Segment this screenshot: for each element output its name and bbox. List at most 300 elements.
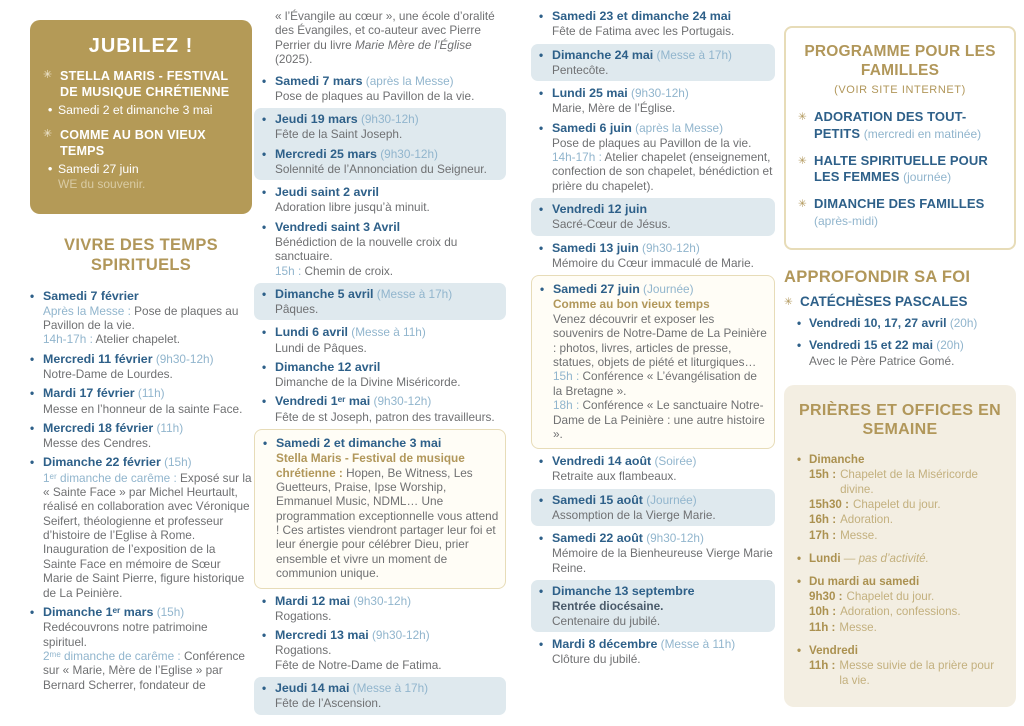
prayers-entry — [797, 604, 1003, 619]
event-date: Mercredi 25 mars — [275, 146, 377, 161]
event-date: Mercredi 13 mai — [275, 628, 369, 643]
event-time: (Messe à 11h) — [351, 325, 426, 340]
text-segment: 15h : — [553, 369, 583, 384]
event-date: Mardi 12 mai — [275, 593, 351, 608]
prayers-entry-text: Adoration, confessions. — [840, 605, 961, 619]
event-text-line — [43, 304, 252, 333]
event-date: Samedi 23 et dimanche 24 mai — [552, 9, 732, 23]
text-segment: Centenaire du jubilé. — [552, 613, 661, 628]
event-item — [539, 9, 775, 39]
event-date-line — [262, 73, 506, 89]
event-date: Samedi 15 août — [552, 492, 643, 507]
text-segment: Comme au bon vieux temps — [553, 297, 710, 312]
prayers-entry — [797, 620, 1003, 635]
event-text-line — [552, 469, 775, 483]
event-text-line — [552, 136, 775, 150]
event-text-line — [43, 436, 252, 450]
event-date-line — [30, 288, 252, 304]
prayers-group — [797, 643, 1003, 689]
text-segment: Exposé sur la « Sainte Face » par Michel Heurtault, réalisé en collaboration avec Véronique Seifert, théologienne et professeur d’histoire de l’Eglise à Rome. Inauguration de l’exposition de la Sainte Face en mémoire de Sœur Marie de Saint Pierre, figure historique de La Peinière. — [43, 470, 252, 600]
asterisk-icon: ✳ — [798, 110, 807, 123]
foi-item-note: Avec le Père Patrice Gomé. — [809, 353, 955, 368]
text-segment: Fête de Fatima avec les Portugais. — [552, 24, 735, 39]
event-time: (Messe à 11h) — [660, 637, 736, 652]
event-date: Jeudi saint 2 avril — [275, 185, 379, 200]
event-text-line — [43, 367, 252, 381]
event-text-line — [275, 609, 506, 623]
families-item-label: ADORATION DES TOUT-PETITS — [814, 108, 967, 141]
event-date-line — [263, 435, 499, 451]
event-item — [254, 283, 506, 321]
text-segment: Mémoire du Cœur immaculé de Marie. — [552, 255, 754, 270]
event-date: Lundi 25 mai — [552, 86, 628, 101]
bullet-icon: • — [262, 628, 267, 643]
event-time: (après la Messe) — [365, 73, 454, 88]
bullet-icon: • — [48, 103, 53, 118]
text-segment: Marie Mère de l’Église — [354, 37, 472, 52]
event-text-line — [43, 471, 252, 601]
bullet-icon: • — [262, 219, 267, 234]
event-date: Mardi 8 décembre — [552, 637, 658, 652]
event-continuation — [262, 9, 506, 67]
jubilez-entry — [43, 68, 239, 119]
event-date-line — [539, 240, 775, 256]
text-segment: Fête de st Joseph, patron des travailleurs. — [275, 409, 495, 424]
bullet-icon: • — [539, 47, 544, 62]
prayers-day-line: • Vendredi — [797, 644, 858, 658]
text-segment: Atelier chapelet. — [95, 332, 181, 347]
bullet-icon: • — [30, 420, 35, 435]
event-date-line — [262, 359, 506, 375]
event-date: Jeudi 14 mai — [275, 681, 350, 696]
event-text-line — [552, 546, 775, 575]
event-item — [262, 185, 506, 215]
event-item — [30, 352, 252, 382]
text-segment: Fête de la Saint Joseph. — [275, 127, 403, 142]
prayers-entry-time: 17h : — [809, 528, 837, 542]
event-text-line — [552, 217, 769, 231]
families-item-time: (après-midi) — [814, 214, 879, 229]
jubilez-entry-heading: ✳ STELLA MARIS - FESTIVAL DE MUSIQUE CHRÉTIENNE — [43, 69, 230, 100]
prayers-entry-text: Messe. — [839, 620, 877, 634]
event-item — [254, 429, 506, 589]
event-text-line — [275, 410, 506, 424]
bullet-icon: • — [797, 644, 802, 658]
event-date: Dimanche 12 avril — [275, 359, 381, 374]
event-text-line — [552, 63, 769, 77]
event-date-line — [262, 593, 506, 609]
event-time: (Journée) — [646, 492, 697, 507]
event-date: Samedi 22 août — [552, 531, 643, 546]
text-segment: Rentrée diocésaine. — [552, 599, 664, 614]
foi-item-date: Vendredi 10, 17, 27 avril — [809, 316, 947, 331]
event-time: (15h) — [156, 605, 185, 620]
foi-item — [784, 338, 1016, 369]
event-time: (9h30-12h) — [631, 86, 689, 101]
event-date-line — [539, 531, 775, 546]
text-segment: Adoration libre jusqu’à minuit. — [275, 200, 430, 215]
event-date-line — [30, 351, 252, 367]
prayers-day-line: • Lundi — pas d’activité. — [797, 552, 929, 566]
prayers-entry-time: 15h30 : — [809, 498, 849, 512]
text-segment: 15h : — [275, 263, 305, 278]
section-heading-vivre: VIVRE DES TEMPS SPIRITUELS — [64, 235, 218, 274]
event-time: (9h30-12h) — [360, 112, 419, 127]
event-text-line — [275, 200, 506, 214]
text-segment: Pose de plaques au Pavillon de la vie. — [275, 88, 475, 103]
text-segment: 14h-17h : — [43, 332, 96, 347]
bullet-icon: • — [797, 552, 802, 566]
bullet-icon: • — [30, 455, 35, 470]
families-item — [798, 153, 1002, 187]
bullet-icon: • — [262, 593, 267, 608]
bullet-icon: • — [262, 146, 267, 161]
text-segment: Rogations. — [275, 608, 332, 623]
event-date: Samedi 6 juin — [552, 120, 632, 135]
bullet-icon: • — [539, 86, 544, 101]
event-date-line — [262, 146, 500, 162]
event-item — [531, 275, 775, 449]
event-text-line — [43, 620, 252, 649]
families-item-label: HALTE SPIRITUELLE POUR LES FEMMES — [814, 152, 988, 185]
text-segment: Mémoire de la Bienheureuse Vierge Marie Reine. — [552, 546, 773, 575]
text-segment: (2025). — [275, 52, 313, 67]
foi-items — [784, 316, 1016, 369]
text-segment: Retraite aux flambeaux. — [552, 469, 677, 484]
event-date: Mercredi 18 février — [43, 420, 154, 435]
event-time: (Journée) — [643, 282, 694, 297]
text-segment: Stella Maris - Festival de musique chrétienne : — [276, 451, 465, 480]
text-segment: Conférence sur « Marie, Mère de l’Eglise » par Bernard Scherrer, fondateur de — [43, 648, 245, 692]
event-item — [539, 86, 775, 116]
asterisk-icon: ✳ — [784, 296, 793, 309]
event-item — [30, 421, 252, 451]
event-date-line — [539, 120, 775, 136]
event-item — [531, 198, 775, 236]
text-segment: Notre-Dame de Lourdes. — [43, 366, 173, 381]
event-time: (Messe à 17h) — [656, 47, 732, 62]
bullet-icon: • — [262, 112, 267, 127]
event-date-line — [262, 185, 506, 200]
text-segment: Hopen, Be Witness, Les Guetteurs, Praise, Ipse Worship, Emmanuel Music, NDML… Une programmation exceptionnelle vous attend ! Ces artistes viendront partager leur foi et leur énergie pour célébrer Dieu, prier ensemble et vivre un moment de communion unique. — [276, 465, 499, 581]
asterisk-icon: ✳ — [43, 69, 53, 81]
foi-item-time: (20h) — [949, 316, 978, 331]
prayers-entry — [797, 512, 1003, 527]
jubilez-entry — [43, 127, 239, 193]
bullet-icon: • — [540, 282, 545, 297]
text-segment: Bénédiction de la nouvelle croix du sanctuaire. — [275, 234, 458, 264]
event-item — [254, 677, 506, 715]
event-time: (Messe à 17h) — [376, 286, 453, 301]
asterisk-icon: ✳ — [798, 154, 807, 167]
event-text-line — [275, 235, 506, 264]
event-text-line — [552, 150, 775, 193]
event-time: (après la Messe) — [635, 120, 724, 135]
text-segment: Pentecôte. — [552, 62, 609, 77]
event-text-line — [275, 162, 500, 176]
event-item — [539, 531, 775, 575]
event-date-line — [539, 637, 775, 652]
text-segment: Rogations. — [275, 643, 332, 658]
bullet-icon: • — [262, 325, 267, 340]
event-text-line — [275, 375, 506, 389]
column-events-3 — [539, 0, 775, 726]
bullet-icon: • — [539, 240, 544, 255]
prayers-box — [784, 385, 1016, 707]
prayers-group — [797, 551, 1003, 566]
event-text-line — [552, 508, 769, 522]
families-item-label: DIMANCHE DES FAMILLES — [814, 196, 985, 212]
event-date-line — [539, 9, 775, 24]
bullet-icon: • — [262, 394, 267, 409]
text-segment: 2ᵐᵉ dimanche de carême : — [43, 648, 184, 663]
event-text-line — [275, 127, 500, 141]
event-date-line — [539, 584, 769, 599]
event-item — [30, 386, 252, 416]
text-segment: Redécouvrons notre patrimoine spirituel. — [43, 620, 208, 649]
bullet-icon: • — [797, 337, 802, 352]
event-text-line — [43, 649, 252, 692]
event-item — [262, 325, 506, 355]
event-date-line — [30, 386, 252, 401]
bullet-icon: • — [539, 531, 544, 546]
asterisk-icon: ✳ — [798, 198, 807, 211]
foi-item-date: Vendredi 15 et 22 mai — [809, 337, 933, 352]
jubilez-box — [30, 20, 252, 214]
text-segment: Messe en l’honneur de la sainte Face. — [43, 401, 243, 416]
jubilez-entry-date: • Samedi 2 et dimanche 3 mai — [48, 103, 213, 118]
event-date: Samedi 2 et dimanche 3 mai — [276, 435, 442, 450]
events-list-column-3 — [539, 9, 775, 667]
event-text-line — [275, 658, 506, 672]
text-segment: Solennité de l’Annonciation du Seigneur. — [275, 161, 487, 176]
event-date: Vendredi 12 juin — [552, 202, 648, 217]
event-item — [262, 360, 506, 390]
event-date: Mardi 17 février — [43, 386, 135, 401]
bullet-icon: • — [262, 286, 267, 301]
column-jubilez-vivre — [30, 0, 252, 726]
event-item — [262, 594, 506, 624]
bullet-icon: • — [539, 202, 544, 217]
event-date-line — [539, 492, 769, 508]
event-date-line — [262, 681, 500, 696]
prayers-entry-text: Messe suivie de la prière pour la vie. — [839, 659, 995, 688]
text-segment: Après la Messe : — [43, 303, 135, 318]
bullet-icon: • — [30, 605, 35, 620]
event-item — [531, 580, 775, 632]
bullet-icon: • — [262, 185, 267, 200]
bullet-icon: • — [797, 316, 802, 331]
prayers-day-line: • Du mardi au samedi — [797, 575, 920, 589]
event-time: (Messe à 17h) — [352, 681, 429, 696]
prayers-entry-text: Chapelet du jour. — [852, 498, 941, 512]
event-time: (Soirée) — [654, 454, 697, 469]
prayers-groups — [797, 452, 1003, 689]
families-heading: PROGRAMME POUR LES FAMILLES — [804, 43, 996, 80]
prayers-entry — [797, 467, 1003, 498]
text-segment: Clôture du jubilé. — [552, 652, 641, 667]
foi-subheading — [784, 294, 1016, 309]
event-date: Samedi 27 juin — [553, 282, 640, 297]
text-segment: Fête de l’Ascension. — [275, 696, 382, 711]
prayers-entry — [797, 497, 1003, 512]
event-text-line — [553, 369, 768, 398]
text-segment: Marie, Mère de l’Église. — [552, 101, 676, 116]
event-text-line — [552, 652, 775, 666]
event-date: Dimanche 24 mai — [552, 47, 654, 62]
event-item — [262, 394, 506, 424]
families-item-time: (journée) — [903, 170, 952, 185]
event-time: (11h) — [137, 386, 165, 401]
event-date: Samedi 7 mars — [275, 73, 363, 88]
event-date: Lundi 6 avril — [275, 325, 348, 340]
prayers-entry — [797, 528, 1003, 543]
event-text-line — [552, 101, 775, 115]
jubilez-title: JUBILEZ ! — [88, 35, 194, 57]
event-item — [531, 489, 775, 527]
text-segment: « l’Évangile au cœur », une école d’oralité des Évangiles, et co-auteur avec Pierre Perrier du livre — [275, 9, 495, 52]
families-subheading: (VOIR SITE INTERNET) — [834, 83, 966, 96]
event-text-line — [275, 302, 500, 316]
foi-heading: APPROFONDIR SA FOI — [784, 268, 971, 287]
column-events-2 — [262, 0, 506, 726]
event-item — [254, 108, 506, 147]
foi-section — [784, 268, 1016, 369]
event-date-line — [262, 628, 506, 643]
event-item — [262, 220, 506, 278]
jubilez-entry-note: WE du souvenir. — [58, 177, 146, 192]
event-text-line — [552, 614, 769, 628]
text-segment: Conférence « Le sanctuaire Notre-Dame de La Peinière : une autre histoire ». — [553, 398, 765, 441]
jubilez-entry-date: • Samedi 27 juin — [48, 161, 139, 176]
event-date: Mercredi 11 février — [43, 351, 153, 366]
event-date-line — [262, 112, 500, 127]
text-segment: Pose de plaques au Pavillon de la vie. — [43, 303, 239, 333]
event-time: (9h30-12h) — [371, 628, 430, 643]
text-segment: 18h : — [553, 398, 583, 413]
families-item — [798, 109, 1002, 143]
event-date: Vendredi 14 août — [552, 454, 652, 469]
event-text-line — [275, 9, 506, 67]
event-item — [262, 628, 506, 672]
bullet-icon: • — [539, 454, 544, 469]
bullet-icon: • — [539, 637, 544, 652]
prayers-entry-text: Chapelet de la Miséricorde divine. — [840, 467, 978, 496]
event-date: Dimanche 1ᵉʳ mars — [43, 605, 154, 620]
event-time: (9h30-12h) — [155, 351, 214, 366]
bullet-icon: • — [30, 386, 35, 401]
event-text-line — [43, 332, 252, 346]
event-date-line — [262, 286, 500, 302]
event-text-line — [552, 599, 769, 613]
event-text-line — [275, 341, 506, 355]
families-items — [798, 109, 1002, 230]
event-date: Dimanche 22 février — [43, 455, 161, 470]
event-text-line — [275, 264, 506, 278]
event-text-line — [552, 256, 775, 270]
text-segment: Pâques. — [275, 302, 319, 317]
event-text-line — [275, 643, 506, 657]
event-time: (9h30-12h) — [642, 240, 700, 255]
event-date: Vendredi saint 3 Avril — [275, 219, 401, 234]
event-date: Jeudi 19 mars — [275, 112, 358, 127]
event-text-line — [553, 398, 768, 441]
bullet-icon: • — [539, 584, 544, 599]
event-time: (9h30-12h) — [373, 394, 432, 409]
bullet-icon: • — [262, 681, 267, 696]
text-segment: Assomption de la Vierge Marie. — [552, 507, 716, 522]
asterisk-icon: ✳ — [43, 127, 53, 140]
prayers-entry-text: Adoration. — [840, 513, 893, 527]
prayers-day-line: • Dimanche — [797, 452, 865, 466]
event-time: (15h) — [164, 455, 192, 470]
text-segment: Chemin de croix. — [304, 263, 394, 278]
text-segment: 14h-17h : — [552, 150, 605, 165]
event-item — [539, 637, 775, 667]
event-time: (9h30-12h) — [646, 531, 704, 546]
event-item — [262, 74, 506, 104]
prayers-entry-time: 9h30 : — [809, 590, 843, 604]
event-date-line — [30, 455, 252, 470]
event-time: (9h30-12h) — [380, 146, 438, 161]
bullet-icon: • — [30, 351, 35, 366]
prayers-entry-text: Messe. — [840, 528, 878, 542]
event-text-line — [275, 696, 500, 710]
prayers-group — [797, 452, 1003, 544]
prayers-heading: PRIÈRES ET OFFICES EN SEMAINE — [799, 402, 1001, 439]
event-date: Samedi 7 février — [43, 288, 139, 303]
prayers-group — [797, 574, 1003, 635]
event-item — [30, 289, 252, 347]
bullet-icon: • — [30, 288, 35, 303]
event-text-line — [552, 24, 775, 38]
families-item — [798, 196, 1002, 230]
event-text-line — [43, 402, 252, 416]
prayers-entry-time: 11h : — [809, 620, 836, 634]
families-box — [784, 26, 1016, 250]
event-date: Dimanche 5 avril — [275, 286, 374, 301]
families-item-time: (mercredi en matinée) — [863, 126, 982, 141]
event-date-line — [539, 202, 769, 217]
foi-item-time: (20h) — [936, 337, 964, 352]
prayers-entry-time: 16h : — [809, 513, 837, 527]
event-date-line — [262, 219, 506, 235]
event-date: Dimanche 13 septembre — [552, 584, 695, 599]
event-text-line — [275, 89, 506, 103]
event-item — [539, 121, 775, 194]
jubilez-entries — [43, 68, 239, 193]
text-segment: Messe des Cendres. — [43, 436, 152, 451]
event-item — [30, 455, 252, 600]
bullet-icon: • — [539, 120, 544, 135]
events-list-column-2 — [262, 9, 506, 715]
event-text-line — [553, 297, 768, 311]
bullet-icon: • — [539, 492, 544, 507]
column-right — [784, 0, 1016, 726]
event-date-line — [30, 605, 252, 620]
event-date-line — [262, 325, 506, 340]
text-segment: Conférence « L’évangélisation de la Bretagne ». — [553, 369, 757, 398]
prayers-entry-time: 11h : — [809, 659, 836, 673]
event-text-line — [553, 312, 768, 370]
bullet-icon: • — [262, 73, 267, 88]
bullet-icon: • — [263, 435, 268, 450]
foi-item — [784, 316, 1016, 332]
events-list-column-1 — [30, 289, 252, 693]
prayers-entry-time: 15h : — [809, 467, 837, 481]
foi-subheading-label: CATÉCHÈSES PASCALES — [800, 294, 968, 310]
text-segment: Pose de plaques au Pavillon de la vie. — [552, 135, 752, 150]
